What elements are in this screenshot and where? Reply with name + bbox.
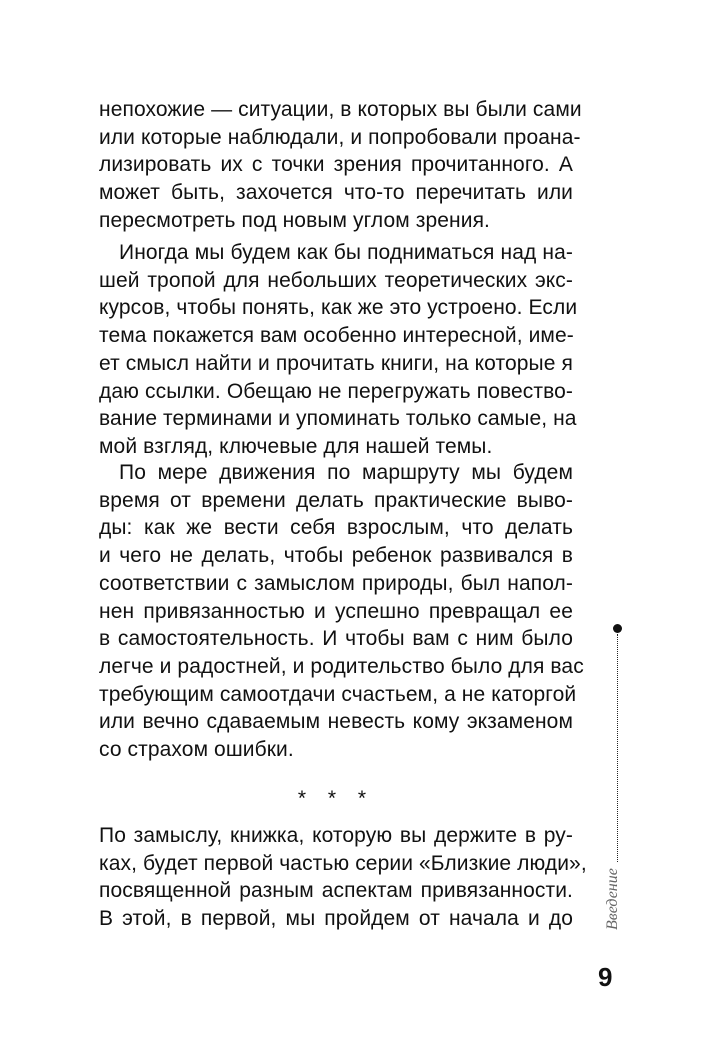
text-line: мой взгляд, ключевые для нашей темы. [99, 434, 493, 458]
text-line: пересмотреть под новым углом зрения. [99, 208, 490, 232]
text-line: время от времени делать практические выво- [99, 488, 573, 512]
text-line: вание терминами и упоминать только самые, на [99, 407, 577, 431]
text-line: и чего не делать, чтобы ребенок развивался в [99, 544, 573, 568]
text-line: или которые наблюдали, и попробовали проана- [99, 125, 581, 149]
text-line: требующим самоотдачи счастьем, а не каторгой [99, 682, 577, 706]
text-line: Иногда мы будем как бы подниматься над на- [119, 241, 573, 264]
text-line: курсов, чтобы понять, как же это устроено. Если [99, 296, 578, 320]
text-line: шей тропой для небольших теоретических экс- [99, 268, 573, 292]
text-line: По мере движения по маршруту мы будем [119, 461, 573, 484]
paragraph-4 [99, 822, 587, 933]
text-line: непохожие — ситуации, в которых вы были сами [99, 98, 582, 121]
paragraph-3 [99, 459, 584, 764]
text-line: нен привязанностью и успешно превращал ее [99, 599, 573, 623]
dotted-leader-line [617, 634, 618, 862]
text-line: В этой, в первой, мы пройдем от начала и до [99, 907, 573, 931]
page-number: 9 [598, 962, 613, 992]
text-line: По замыслу, книжка, которую вы держите в ру- [99, 824, 573, 847]
paragraph-1 [99, 96, 582, 235]
text-line: соответствии с замыслом природы, был напол- [99, 571, 573, 595]
text-line: со страхом ошибки. [99, 738, 294, 762]
text-line: легче и радостней, и родительство было для вас [99, 654, 584, 678]
text-line: ды: как же вести себя взрослым, что делать [99, 516, 573, 540]
text-line: в самостоятельность. И чтобы вам с ним было [99, 627, 573, 651]
text-line: ет смысл найти и прочитать книги, на которые я [99, 351, 573, 375]
text-line: лизировать их с точки зрения прочитанного. А [99, 153, 573, 177]
section-break: * * * [297, 787, 375, 810]
running-head: Введение [604, 868, 621, 930]
text-line: или вечно сдаваемым невесть кому экзаменом [99, 710, 573, 734]
bullet-dot-icon [613, 624, 622, 633]
text-line: может быть, захочется что-то перечитать или [99, 181, 573, 205]
text-line: тема покажется вам особенно интересной, име- [99, 324, 574, 348]
paragraph-2 [99, 239, 578, 461]
text-line: ках, будет первой частью серии «Близкие люди», [99, 851, 587, 875]
text-line: посвященной разным аспектам привязанности. [99, 879, 573, 903]
text-line: даю ссылки. Обещаю не перегружать повество- [99, 379, 573, 403]
